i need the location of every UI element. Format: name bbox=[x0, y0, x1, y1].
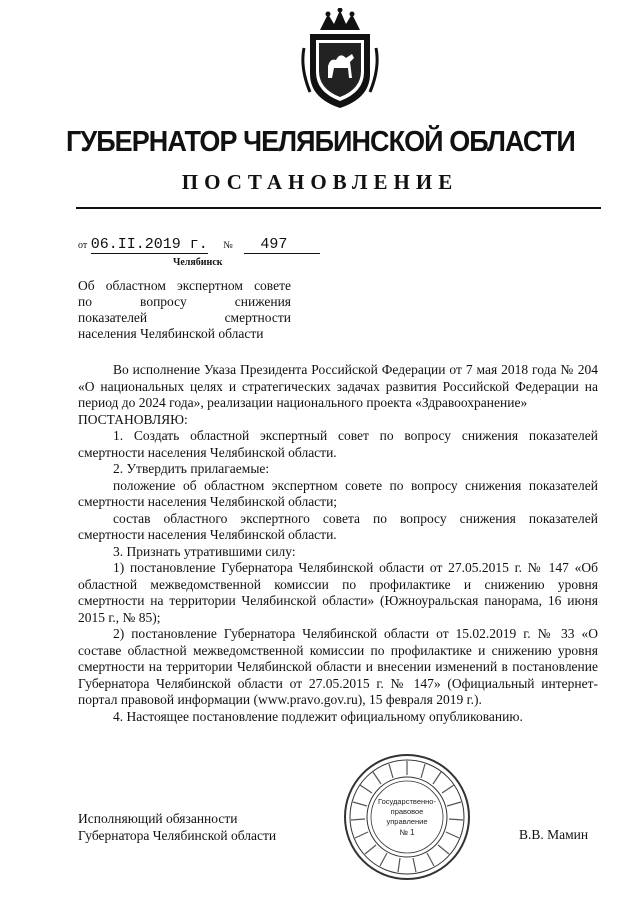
preamble-paragraph: Во исполнение Указа Президента Российской Федерации от 7 мая 2018 года № 204 «О национальных целях и стратегических задачах развития Российской Федерации на период до 2024 года», реализации национального проекта «Здравоохранение» bbox=[78, 362, 598, 410]
signatory-position-line: Исполняющий обязанности bbox=[78, 811, 238, 826]
from-label: от bbox=[78, 240, 88, 251]
stamp-text: Государственно- bbox=[378, 797, 436, 806]
clause-paragraph: 3. Признать утратившими силу: bbox=[113, 543, 296, 559]
stamp-text: правовое bbox=[390, 807, 424, 816]
stamp-text: управление bbox=[386, 817, 428, 826]
clause-paragraph: 1) постановление Губернатора Челябинской области от 27.05.2015 г. № 147 «Об областной межведомственной комиссии по профилактике и снижению уровня смертности на территории Челябинской области» (Южноуральская панорама, 16 июня 2015 г., № 85); bbox=[78, 560, 598, 625]
header-divider bbox=[76, 207, 601, 209]
decree-keyword: ПОСТАНОВЛЯЮ: bbox=[78, 411, 188, 427]
document-body bbox=[78, 362, 598, 725]
stamp-text: № 1 bbox=[399, 828, 415, 837]
subject-line: населения Челябинской области bbox=[78, 326, 264, 341]
document-date: 06.II.2019 г. bbox=[90, 236, 208, 253]
official-seal-stamp bbox=[342, 752, 472, 882]
signatory-position bbox=[78, 810, 276, 844]
date-number-line bbox=[78, 236, 320, 254]
clause-paragraph: положение об областном экспертном совете по вопросу снижения показателей смертности населения Челябинской области; bbox=[78, 477, 598, 509]
clause-paragraph: 2. Утвердить прилагаемые: bbox=[113, 461, 270, 476]
clause-paragraph: 4. Настоящее постановление подлежит официальному опубликованию. bbox=[113, 708, 523, 724]
subject-line: по вопросу снижения bbox=[78, 294, 291, 309]
clause-paragraph: 1. Создать областной экспертный совет по вопросу снижения показателей смертности населения Челябинской области. bbox=[78, 428, 598, 460]
governor-title: ГУБЕРНАТОР ЧЕЛЯБИНСКОЙ ОБЛАСТИ bbox=[66, 126, 575, 158]
number-label: № bbox=[223, 240, 233, 251]
clause-paragraph: 2) постановление Губернатора Челябинской области от 15.02.2019 г. № 33 «О составе областной межведомственной комиссии по профилактике и снижению уровня смертности на территории Челябинской области и внесении изменений в постановление Губернатора Челябинской области от 27.05.2015 г. № 147» (Официальный интернет-портал правовой информации (www.pravo.gov.ru), 15 февраля 2019 г.). bbox=[78, 626, 598, 707]
signatory-position-line: Губернатора Челябинской области bbox=[78, 828, 277, 843]
document-subject bbox=[78, 278, 291, 342]
subject-line: показателей смертности bbox=[78, 310, 291, 325]
signatory-name: В.В. Мамин bbox=[519, 827, 589, 842]
document-number: 497 bbox=[244, 236, 320, 254]
subject-line: Об областном экспертном совете bbox=[78, 278, 291, 293]
clause-paragraph: состав областного экспертного совета по вопросу снижения показателей смертности населения Челябинской области. bbox=[78, 510, 598, 542]
document-type-heading: ПОСТАНОВЛЕНИЕ bbox=[181, 170, 459, 194]
coat-of-arms-emblem bbox=[298, 8, 382, 110]
city-label: Челябинск bbox=[173, 257, 223, 268]
